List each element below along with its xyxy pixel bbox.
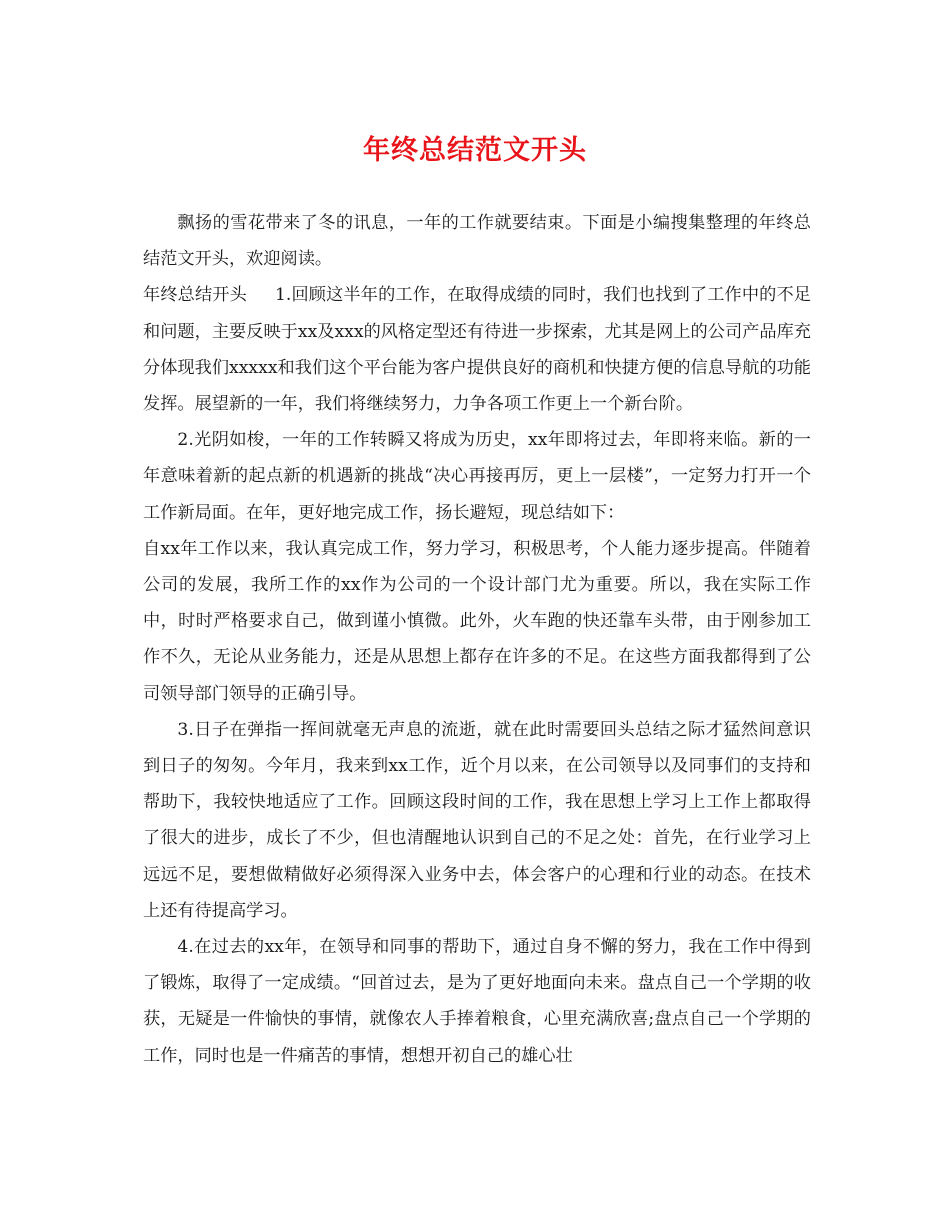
document-title: 年终总结范文开头	[363, 135, 587, 166]
paragraph-1-text: 1.回顾这半年的工作，在取得成绩的同时，我们也找到了工作中的不足和问题，主要反映于xx及xxx的风格定型还有待进一步探索，尤其是网上的公司产品库充分体现我们xxxxx和我们这个平台能为客户提供良好的商机和快捷方便的信息导航的功能发挥。展望新的一年，我们将继续努力，力争各项工作更上一个新台阶。	[143, 285, 811, 415]
paragraph-2-continued: 自xx年工作以来，我认真完成工作，努力学习，积极思考，个人能力逐步提高。伴随着公司的发展，我所工作的xx作为公司的一个设计部门尤为重要。所以，我在实际工作中，时时严格要求自己，做到谨小慎微。此外，火车跑的快还靠车头带，由于刚参加工作不久，无论从业务能力，还是从思想上都存在许多的不足。在这些方面我都得到了公司领导部门领导的正确引导。	[143, 538, 811, 704]
intro-paragraph: 飘扬的雪花带来了冬的讯息，一年的工作就要结束。下面是小编搜集整理的年终总结范文开头，欢迎阅读。	[143, 213, 811, 270]
paragraph-1	[143, 277, 811, 422]
section-label: 年终总结开头	[143, 285, 247, 306]
paragraph-3: 3.日子在弹指一挥间就毫无声息的流逝，就在此时需要回头总结之际才猛然间意识到日子的匆匆。今年月，我来到xx工作，近个月以来，在公司领导以及同事们的支持和帮助下，我较快地适应了工作。回顾这段时间的工作，我在思想上学习上工作上都取得了很大的进步，成长了不少，但也清醒地认识到自己的不足之处：首先，在行业学习上远远不足，要想做精做好必须得深入业务中去，体会客户的心理和行业的动态。在技术上还有待提高学习。	[143, 719, 811, 921]
paragraph-2: 2.光阴如梭，一年的工作转瞬又将成为历史，xx年即将过去，年即将来临。新的一年意味着新的起点新的机遇新的挑战“决心再接再厉，更上一层楼”，一定努力打开一个工作新局面。在年，更好地完成工作，扬长避短，现总结如下：	[143, 430, 811, 523]
paragraph-4: 4.在过去的xx年，在领导和同事的帮助下，通过自身不懈的努力，我在工作中得到了锻炼，取得了一定成绩。“回首过去，是为了更好地面向未来。盘点自己一个学期的收获，无疑是一件愉快的事情，就像农人手捧着粮食，心里充满欣喜;盘点自己一个学期的工作，同时也是一件痛苦的事情，想想开初自己的雄心壮	[143, 937, 811, 1066]
document-body	[143, 205, 811, 1074]
